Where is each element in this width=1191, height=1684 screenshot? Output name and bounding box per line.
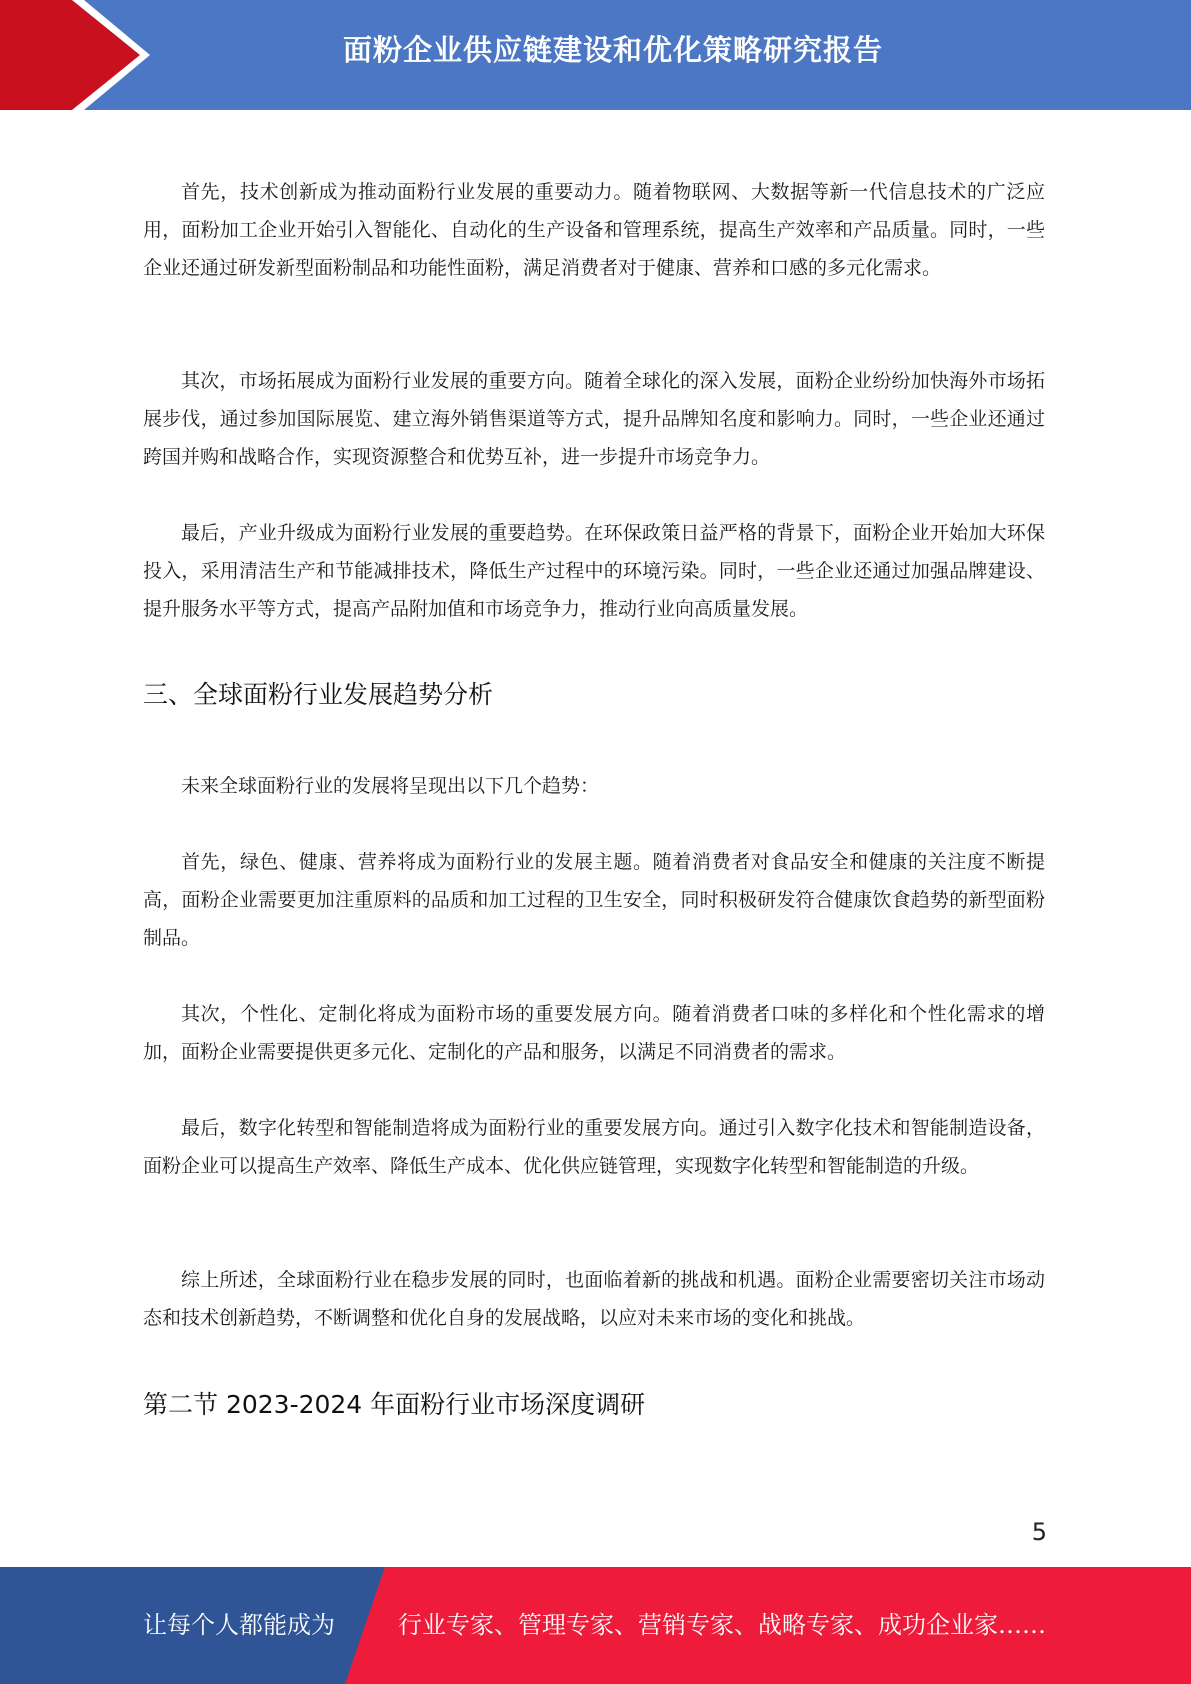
paragraph-trend-green-health: 首先，绿色、健康、营养将成为面粉行业的发展主题。随着消费者对食品安全和健康的关注度不断提高，面粉企业需要更加注重原料的品质和加工过程的卫生安全，同时积极研发符合健康饮食趋势的新型面粉制品。: [143, 851, 1045, 949]
paragraph-trend-personalization: 其次，个性化、定制化将成为面粉市场的重要发展方向。随着消费者口味的多样化和个性化需求的增加，面粉企业需要提供更多元化、定制化的产品和服务，以满足不同消费者的需求。: [143, 1003, 1045, 1063]
paragraph-market-expansion: 其次，市场拓展成为面粉行业发展的重要方向。随着全球化的深入发展，面粉企业纷纷加快海外市场拓展步伐，通过参加国际展览、建立海外销售渠道等方式，提升品牌知名度和影响力。同时，一些企业还通过跨国并购和战略合作，实现资源整合和优势互补，进一步提升市场竞争力。: [143, 370, 1045, 468]
paragraph-trends-intro: 未来全球面粉行业的发展将呈现出以下几个趋势：: [181, 775, 600, 797]
report-title: 面粉企业供应链建设和优化策略研究报告: [342, 33, 883, 67]
paragraph-summary: 综上所述，全球面粉行业在稳步发展的同时，也面临着新的挑战和机遇。面粉企业需要密切关注市场动态和技术创新趋势，不断调整和优化自身的发展战略，以应对未来市场的变化和挑战。: [143, 1269, 1045, 1329]
paragraph-tech-innovation: 首先，技术创新成为推动面粉行业发展的重要动力。随着物联网、大数据等新一代信息技术的广泛应用，面粉加工企业开始引入智能化、自动化的生产设备和管理系统，提高生产效率和产品质量。同时，一些企业还通过研发新型面粉制品和功能性面粉，满足消费者对于健康、营养和口感的多元化需求。: [143, 181, 1045, 279]
footer-slogan-right: 行业专家、管理专家、营销专家、战略专家、成功企业家……: [398, 1611, 1046, 1639]
paragraph-industry-upgrade: 最后，产业升级成为面粉行业发展的重要趋势。在环保政策日益严格的背景下，面粉企业开始加大环保投入，采用清洁生产和节能减排技术，降低生产过程中的环境污染。同时，一些企业还通过加强品牌建设、提升服务水平等方式，提高产品附加值和市场竞争力，推动行业向高质量发展。: [143, 522, 1045, 620]
subsection-heading: 第二节 2023-2024 年面粉行业市场深度调研: [143, 1390, 646, 1419]
page-number: 5: [1031, 1518, 1047, 1546]
footer-slogan-left: 让每个人都能成为: [143, 1611, 335, 1639]
section-heading: 三、全球面粉行业发展趋势分析: [143, 680, 494, 709]
paragraph-trend-digital: 最后，数字化转型和智能制造将成为面粉行业的重要发展方向。通过引入数字化技术和智能制造设备，面粉企业可以提高生产效率、降低生产成本、优化供应链管理，实现数字化转型和智能制造的升级。: [143, 1117, 1045, 1177]
page-footer: [0, 1567, 1191, 1684]
page-header: [0, 0, 1191, 110]
